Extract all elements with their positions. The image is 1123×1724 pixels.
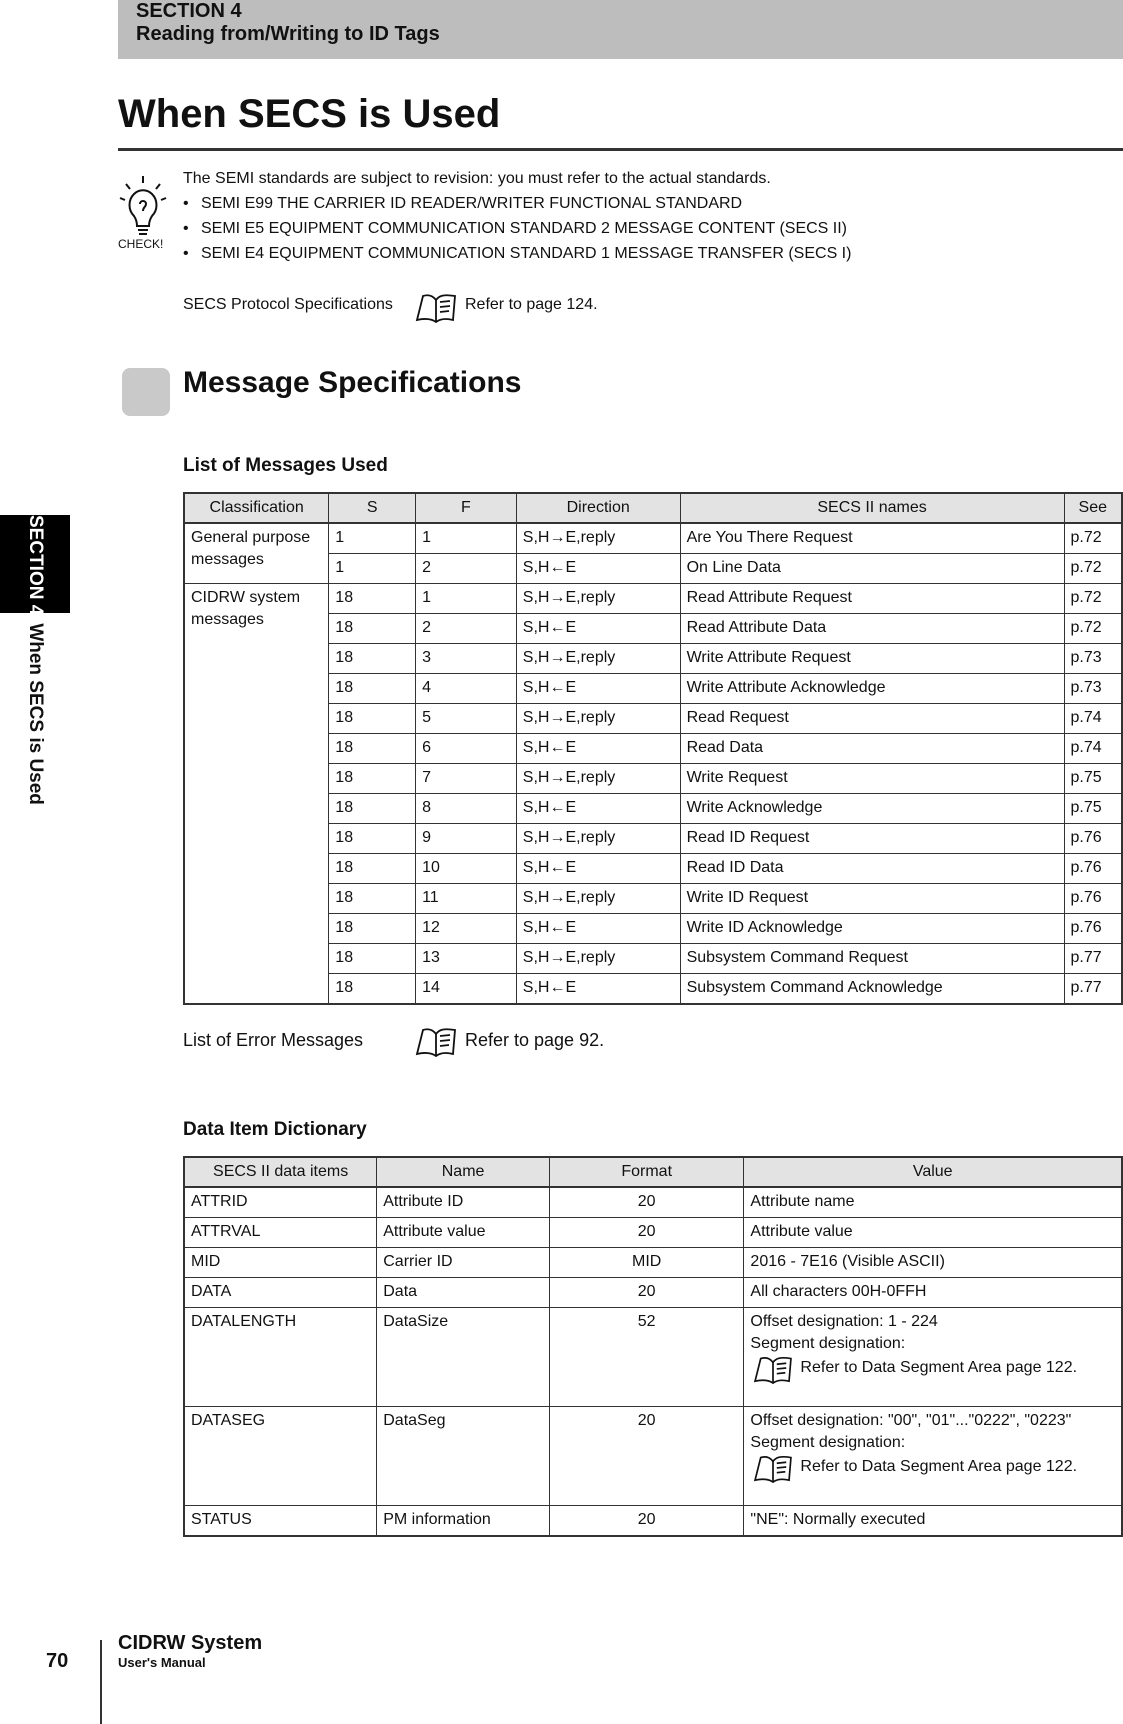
f-cell: 7 — [416, 764, 517, 794]
direction-cell: S,H→E,reply — [516, 644, 680, 674]
f-cell: 3 — [416, 644, 517, 674]
see-cell: p.75 — [1064, 794, 1122, 824]
value-line: "NE": Normally executed — [750, 1511, 926, 1528]
item-name-cell: Attribute ID — [377, 1187, 550, 1218]
direction-cell: S,H→E,reply — [516, 704, 680, 734]
secs-name-cell: Read Attribute Request — [680, 584, 1064, 614]
value-line: Segment designation: — [750, 1335, 906, 1352]
direction-cell: S,H←E — [516, 554, 680, 584]
reference-text: Refer to Data Segment Area page 122. — [800, 1458, 1078, 1476]
secs-name-cell: On Line Data — [680, 554, 1064, 584]
direction-cell: S,H←E — [516, 614, 680, 644]
f-cell: 13 — [416, 944, 517, 974]
book-icon — [750, 1351, 796, 1385]
column-header: S — [329, 493, 416, 523]
classification-cell: CIDRW system messages — [184, 584, 329, 1005]
s-cell: 18 — [329, 824, 416, 854]
reference-text: Refer to page 124. — [465, 296, 598, 313]
data-item-cell: STATUS — [184, 1506, 377, 1537]
book-icon — [750, 1450, 796, 1484]
data-item-cell: DATASEG — [184, 1407, 377, 1506]
column-header: Name — [377, 1157, 550, 1187]
f-cell: 6 — [416, 734, 517, 764]
header-section-title: Reading from/Writing to ID Tags — [136, 23, 440, 45]
messages-heading: List of Messages Used — [183, 455, 388, 476]
direction-cell: S,H→E,reply — [516, 523, 680, 554]
f-cell: 1 — [416, 584, 517, 614]
direction-cell: S,H→E,reply — [516, 824, 680, 854]
see-cell: p.76 — [1064, 914, 1122, 944]
s-cell: 18 — [329, 884, 416, 914]
f-cell: 8 — [416, 794, 517, 824]
value-cell — [744, 1506, 1122, 1537]
s-cell: 1 — [329, 554, 416, 584]
see-cell: p.76 — [1064, 854, 1122, 884]
check-label: CHECK! — [118, 237, 164, 251]
value-line: Attribute value — [750, 1223, 853, 1240]
s-cell: 1 — [329, 523, 416, 554]
secs-name-cell: Write Request — [680, 764, 1064, 794]
section-header-band — [118, 0, 1123, 59]
see-cell: p.77 — [1064, 944, 1122, 974]
value-line: Offset designation: "00", "01"..."0222", "0223" — [750, 1412, 1072, 1429]
format-cell: 20 — [549, 1278, 743, 1308]
f-cell: 5 — [416, 704, 517, 734]
table-row — [184, 523, 1122, 554]
secs-name-cell: Subsystem Command Acknowledge — [680, 974, 1064, 1005]
dictionary-heading: Data Item Dictionary — [183, 1119, 367, 1140]
see-cell: p.76 — [1064, 884, 1122, 914]
footer-rule — [100, 1640, 102, 1724]
secs-name-cell: Write Acknowledge — [680, 794, 1064, 824]
direction-cell: S,H→E,reply — [516, 944, 680, 974]
see-cell: p.72 — [1064, 614, 1122, 644]
reference-label: List of Error Messages — [183, 1030, 364, 1050]
column-header: Value — [744, 1157, 1122, 1187]
f-cell: 1 — [416, 523, 517, 554]
secs-name-cell: Write ID Acknowledge — [680, 914, 1064, 944]
column-header: SECS II data items — [184, 1157, 377, 1187]
column-header: Classification — [184, 493, 329, 523]
s-cell: 18 — [329, 584, 416, 614]
f-cell: 2 — [416, 554, 517, 584]
secs-name-cell: Write Attribute Request — [680, 644, 1064, 674]
column-header: F — [416, 493, 517, 523]
secs-name-cell: Read ID Data — [680, 854, 1064, 884]
side-section-tab — [0, 515, 70, 835]
item-name-cell: PM information — [377, 1506, 550, 1537]
table-row — [184, 584, 1122, 614]
see-cell: p.72 — [1064, 523, 1122, 554]
reference-text: Refer to Data Segment Area page 122. — [800, 1359, 1078, 1377]
f-cell: 12 — [416, 914, 517, 944]
f-cell: 4 — [416, 674, 517, 704]
value-line: All characters 00H-0FFH — [750, 1283, 927, 1300]
semi-standards-list — [183, 194, 851, 269]
item-name-cell: Data — [377, 1278, 550, 1308]
s-cell: 18 — [329, 974, 416, 1005]
secs-name-cell: Are You There Request — [680, 523, 1064, 554]
value-line: Segment designation: — [750, 1434, 906, 1451]
value-reference — [750, 1355, 1115, 1381]
value-cell — [744, 1218, 1122, 1248]
direction-cell: S,H←E — [516, 914, 680, 944]
s-cell: 18 — [329, 614, 416, 644]
item-name-cell: DataSize — [377, 1308, 550, 1407]
value-cell — [744, 1248, 1122, 1278]
s-cell: 18 — [329, 704, 416, 734]
f-cell: 14 — [416, 974, 517, 1005]
s-cell: 18 — [329, 674, 416, 704]
format-cell: 20 — [549, 1506, 743, 1537]
format-cell: 52 — [549, 1308, 743, 1407]
value-line: Attribute name — [750, 1193, 855, 1210]
table-row — [184, 1278, 1122, 1308]
format-cell: 20 — [549, 1218, 743, 1248]
title-rule — [118, 148, 1123, 151]
see-cell: p.74 — [1064, 734, 1122, 764]
format-cell: MID — [549, 1248, 743, 1278]
value-cell — [744, 1187, 1122, 1218]
secs-name-cell: Subsystem Command Request — [680, 944, 1064, 974]
column-header: Format — [549, 1157, 743, 1187]
data-item-dictionary-table — [183, 1156, 1123, 1537]
classification-cell: General purpose messages — [184, 523, 329, 584]
table-row — [184, 1218, 1122, 1248]
item-name-cell: Attribute value — [377, 1218, 550, 1248]
secs-name-cell: Read Attribute Data — [680, 614, 1064, 644]
data-item-cell: DATALENGTH — [184, 1308, 377, 1407]
side-tab-title: When SECS is Used — [25, 623, 46, 805]
direction-cell: S,H←E — [516, 674, 680, 704]
table-row — [184, 1407, 1122, 1506]
see-cell: p.72 — [1064, 554, 1122, 584]
secs-name-cell: Write Attribute Acknowledge — [680, 674, 1064, 704]
item-name-cell: Carrier ID — [377, 1248, 550, 1278]
s-cell: 18 — [329, 644, 416, 674]
direction-cell: S,H→E,reply — [516, 884, 680, 914]
section-marker-box — [122, 368, 170, 416]
f-cell: 2 — [416, 614, 517, 644]
list-item: • SEMI E4 EQUIPMENT COMMUNICATION STANDARD 1 MESSAGE TRANSFER (SECS I) — [183, 245, 852, 262]
reference-label: SECS Protocol Specifications — [183, 296, 393, 313]
direction-cell: S,H←E — [516, 734, 680, 764]
reference-text: Refer to page 92. — [465, 1030, 605, 1050]
see-cell: p.72 — [1064, 584, 1122, 614]
direction-cell: S,H←E — [516, 854, 680, 884]
section-heading: Message Specifications — [183, 366, 522, 399]
direction-cell: S,H→E,reply — [516, 764, 680, 794]
secs-name-cell: Read Request — [680, 704, 1064, 734]
messages-table — [183, 492, 1123, 1005]
item-name-cell: DataSeg — [377, 1407, 550, 1506]
f-cell: 10 — [416, 854, 517, 884]
data-item-cell: ATTRID — [184, 1187, 377, 1218]
s-cell: 18 — [329, 764, 416, 794]
value-cell — [744, 1308, 1122, 1407]
list-item: • SEMI E99 THE CARRIER ID READER/WRITER FUNCTIONAL STANDARD — [183, 195, 743, 212]
see-cell: p.76 — [1064, 824, 1122, 854]
format-cell: 20 — [549, 1407, 743, 1506]
f-cell: 9 — [416, 824, 517, 854]
direction-cell: S,H←E — [516, 794, 680, 824]
page-title: When SECS is Used — [118, 92, 501, 136]
table-row — [184, 1248, 1122, 1278]
see-cell: p.77 — [1064, 974, 1122, 1005]
footer-manual-title: CIDRW System — [118, 1632, 263, 1654]
value-line: Offset designation: 1 - 224 — [750, 1313, 938, 1330]
secs-name-cell: Write ID Request — [680, 884, 1064, 914]
see-cell: p.73 — [1064, 644, 1122, 674]
table-row — [184, 1506, 1122, 1537]
value-line: 2016 - 7E16 (Visible ASCII) — [750, 1253, 945, 1270]
format-cell: 20 — [549, 1187, 743, 1218]
table-row — [184, 1308, 1122, 1407]
direction-cell: S,H→E,reply — [516, 584, 680, 614]
see-cell: p.74 — [1064, 704, 1122, 734]
dictionary-table-body — [184, 1187, 1122, 1536]
see-cell: p.75 — [1064, 764, 1122, 794]
page-number: 70 — [46, 1650, 69, 1672]
list-item: • SEMI E5 EQUIPMENT COMMUNICATION STANDARD 2 MESSAGE CONTENT (SECS II) — [183, 220, 847, 237]
value-cell — [744, 1407, 1122, 1506]
table-row — [184, 1187, 1122, 1218]
secs-name-cell: Read ID Request — [680, 824, 1064, 854]
column-header: Direction — [516, 493, 680, 523]
s-cell: 18 — [329, 734, 416, 764]
column-header: See — [1064, 493, 1122, 523]
footer-manual-subtitle: User's Manual — [118, 1655, 206, 1670]
f-cell: 11 — [416, 884, 517, 914]
s-cell: 18 — [329, 944, 416, 974]
s-cell: 18 — [329, 914, 416, 944]
semi-revision-note: The SEMI standards are subject to revision: you must refer to the actual standards. — [183, 170, 771, 187]
data-item-cell: DATA — [184, 1278, 377, 1308]
book-icon — [413, 1022, 459, 1058]
value-cell — [744, 1278, 1122, 1308]
column-header: SECS II names — [680, 493, 1064, 523]
s-cell: 18 — [329, 854, 416, 884]
book-icon — [413, 288, 459, 324]
header-section-number: SECTION 4 — [136, 0, 242, 22]
see-cell: p.73 — [1064, 674, 1122, 704]
data-item-cell: ATTRVAL — [184, 1218, 377, 1248]
messages-table-body — [184, 523, 1122, 1004]
s-cell: 18 — [329, 794, 416, 824]
side-tab-label — [21, 515, 49, 805]
value-reference — [750, 1454, 1115, 1480]
direction-cell: S,H←E — [516, 974, 680, 1005]
data-item-cell: MID — [184, 1248, 377, 1278]
secs-name-cell: Read Data — [680, 734, 1064, 764]
side-tab-section: SECTION 4 — [25, 515, 46, 616]
